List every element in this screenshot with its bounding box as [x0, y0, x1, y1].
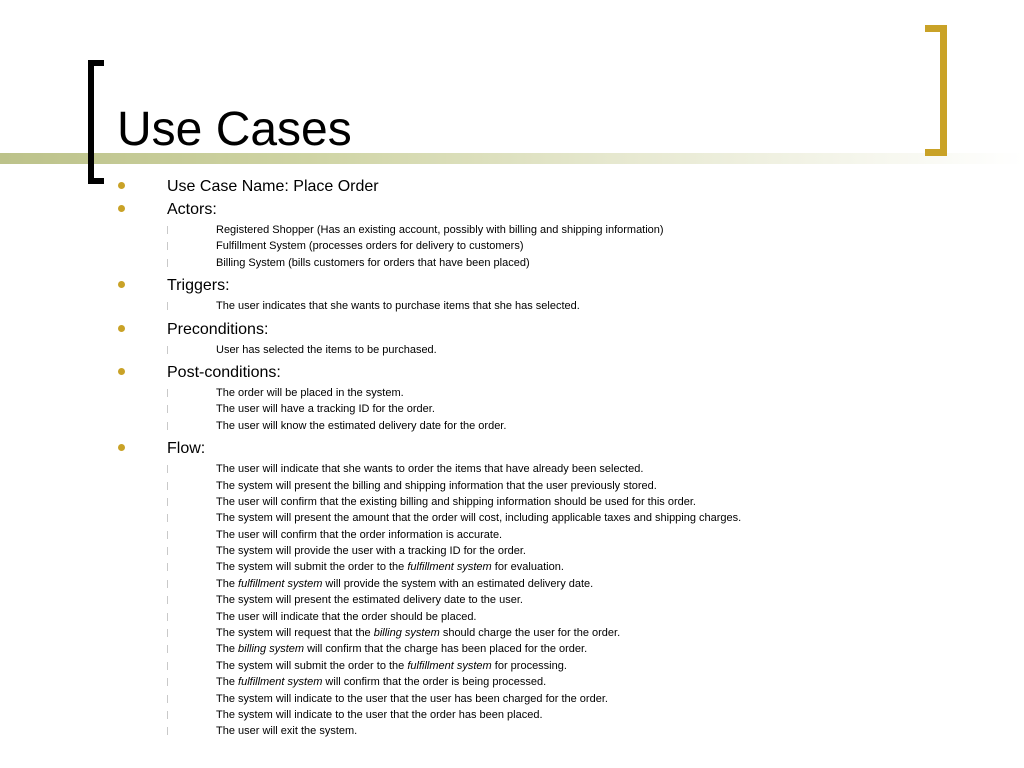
- sub-bullet-item: [0, 298, 1024, 314]
- sub-bullet-text: The user will exit the system.: [216, 725, 358, 738]
- bullet-dot-icon: [118, 182, 125, 189]
- sub-bullet-marker-icon: [167, 695, 168, 703]
- sub-bullet-marker-icon: [167, 629, 168, 637]
- bullet-heading: Use Case Name: Place Order: [167, 178, 379, 195]
- sub-bullet-text: The system will submit the order to the fulfillment system for processing.: [216, 659, 567, 672]
- sub-bullet-text: The fulfillment system will confirm that the order is being processed.: [216, 676, 547, 689]
- sub-bullet-item: [0, 543, 1024, 559]
- sub-bullet-marker-icon: [167, 482, 168, 490]
- sub-bullet-text: The user indicates that she wants to purchase items that she has selected.: [216, 300, 580, 313]
- bullet-item: [0, 362, 1024, 385]
- sub-bullet-marker-icon: [167, 465, 168, 473]
- sub-bullet-item: [0, 723, 1024, 739]
- sub-bullet-item: [0, 625, 1024, 641]
- bullet-dot-icon: [118, 325, 125, 332]
- right-bracket-decoration: [925, 25, 947, 156]
- emphasized-term: billing system: [238, 643, 305, 656]
- sub-bullet-marker-icon: [167, 563, 168, 571]
- sub-bullet-marker-icon: [167, 580, 168, 588]
- sub-bullet-marker-icon: [167, 422, 168, 430]
- sub-bullet-marker-icon: [167, 242, 168, 250]
- bullet-dot-icon: [118, 444, 125, 451]
- bullet-heading: Actors:: [167, 201, 217, 218]
- sub-bullet-item: [0, 559, 1024, 575]
- emphasized-term: fulfillment system: [238, 577, 323, 590]
- sub-bullet-item: [0, 478, 1024, 494]
- bullet-heading: Post-conditions:: [167, 363, 281, 381]
- sub-bullet-marker-icon: [167, 678, 168, 686]
- sub-bullet-item: [0, 238, 1024, 254]
- sub-bullet-marker-icon: [167, 259, 168, 267]
- sub-bullet-item: [0, 691, 1024, 707]
- sub-bullet-text: The system will request that the billing system should charge the user for the order.: [216, 627, 621, 640]
- bullet-item: [0, 319, 1024, 342]
- bullet-heading: Flow:: [167, 440, 206, 458]
- sub-bullet-text: The system will indicate to the user that the order has been placed.: [216, 708, 543, 721]
- sub-bullet-text: Fulfillment System (processes orders for delivery to customers): [216, 240, 524, 253]
- bullet-item: [0, 275, 1024, 298]
- emphasized-term: fulfillment system: [238, 676, 323, 689]
- sub-bullet-item: [0, 609, 1024, 625]
- sub-bullet-marker-icon: [167, 531, 168, 539]
- sub-bullet-text: The order will be placed in the system.: [216, 386, 404, 399]
- sub-bullet-item: [0, 385, 1024, 401]
- bullet-item: [0, 199, 1024, 222]
- sub-bullet-text: The system will present the estimated delivery date to the user.: [216, 594, 523, 607]
- bullet-dot-icon: [118, 368, 125, 375]
- bullet-heading: Preconditions:: [167, 320, 269, 338]
- sub-bullet-item: [0, 658, 1024, 674]
- sub-bullet-text: The system will provide the user with a tracking ID for the order.: [216, 545, 526, 558]
- bullet-list: [0, 176, 1024, 744]
- sub-bullet-marker-icon: [167, 302, 168, 310]
- sub-bullet-marker-icon: [167, 613, 168, 621]
- emphasized-term: billing system: [373, 627, 440, 640]
- slide-title: Use Cases: [117, 103, 352, 156]
- sub-bullet-marker-icon: [167, 498, 168, 506]
- sub-bullet-text: The billing system will confirm that the charge has been placed for the order.: [216, 643, 588, 656]
- sub-bullet-marker-icon: [167, 596, 168, 604]
- sub-bullet-item: [0, 494, 1024, 510]
- sub-bullet-item: [0, 510, 1024, 526]
- emphasized-term: fulfillment system: [407, 659, 492, 672]
- sub-bullet-text: The user will indicate that she wants to order the items that have already been selected.: [216, 463, 644, 476]
- emphasized-term: fulfillment system: [407, 561, 492, 574]
- sub-bullet-text: The system will submit the order to the fulfillment system for evaluation.: [216, 561, 564, 574]
- sub-bullet-item: [0, 222, 1024, 238]
- section-gap: [0, 740, 1024, 744]
- left-bracket-decoration: [88, 60, 104, 184]
- sub-bullet-text: Registered Shopper (Has an existing account, possibly with billing and shipping information): [216, 224, 664, 236]
- sub-bullet-item: [0, 401, 1024, 417]
- sub-bullet-item: [0, 707, 1024, 723]
- sub-bullet-marker-icon: [167, 405, 168, 413]
- sub-bullet-text: The fulfillment system will provide the system with an estimated delivery date.: [216, 577, 594, 590]
- sub-bullet-text: The user will confirm that the existing billing and shipping information should be used for this order.: [216, 495, 696, 508]
- sub-bullet-text: The user will know the estimated delivery date for the order.: [216, 419, 507, 432]
- sub-bullet-marker-icon: [167, 645, 168, 653]
- sub-bullet-text: The user will have a tracking ID for the order.: [216, 403, 435, 416]
- sub-bullet-item: [0, 418, 1024, 434]
- bullet-dot-icon: [118, 281, 125, 288]
- sub-bullet-marker-icon: [167, 514, 168, 522]
- sub-bullet-marker-icon: [167, 346, 168, 354]
- bullet-item: [0, 176, 1024, 199]
- sub-bullet-marker-icon: [167, 226, 168, 234]
- bullet-dot-icon: [118, 205, 125, 212]
- sub-bullet-item: [0, 576, 1024, 592]
- sub-bullet-item: [0, 461, 1024, 477]
- sub-bullet-text: The system will present the amount that the order will cost, including applicable taxes and shipping charges.: [216, 512, 742, 525]
- sub-bullet-marker-icon: [167, 727, 168, 735]
- sub-bullet-text: The system will indicate to the user that the user has been charged for the order.: [216, 692, 608, 705]
- sub-bullet-text: The system will present the billing and shipping information that the user previously stored.: [216, 479, 657, 492]
- sub-bullet-text: The user will indicate that the order should be placed.: [216, 610, 477, 623]
- sub-bullet-marker-icon: [167, 389, 168, 397]
- bullet-heading: Triggers:: [167, 277, 230, 295]
- bullet-item: [0, 438, 1024, 461]
- sub-bullet-item: [0, 674, 1024, 690]
- sub-bullet-item: [0, 255, 1024, 271]
- sub-bullet-text: Billing System (bills customers for orders that have been placed): [216, 256, 530, 269]
- sub-bullet-marker-icon: [167, 711, 168, 719]
- sub-bullet-item: [0, 342, 1024, 358]
- sub-bullet-item: [0, 592, 1024, 608]
- sub-bullet-text: The user will confirm that the order information is accurate.: [216, 528, 503, 541]
- sub-bullet-marker-icon: [167, 662, 168, 670]
- sub-bullet-item: [0, 641, 1024, 657]
- sub-bullet-item: [0, 527, 1024, 543]
- sub-bullet-marker-icon: [167, 547, 168, 555]
- sub-bullet-text: User has selected the items to be purchased.: [216, 343, 437, 356]
